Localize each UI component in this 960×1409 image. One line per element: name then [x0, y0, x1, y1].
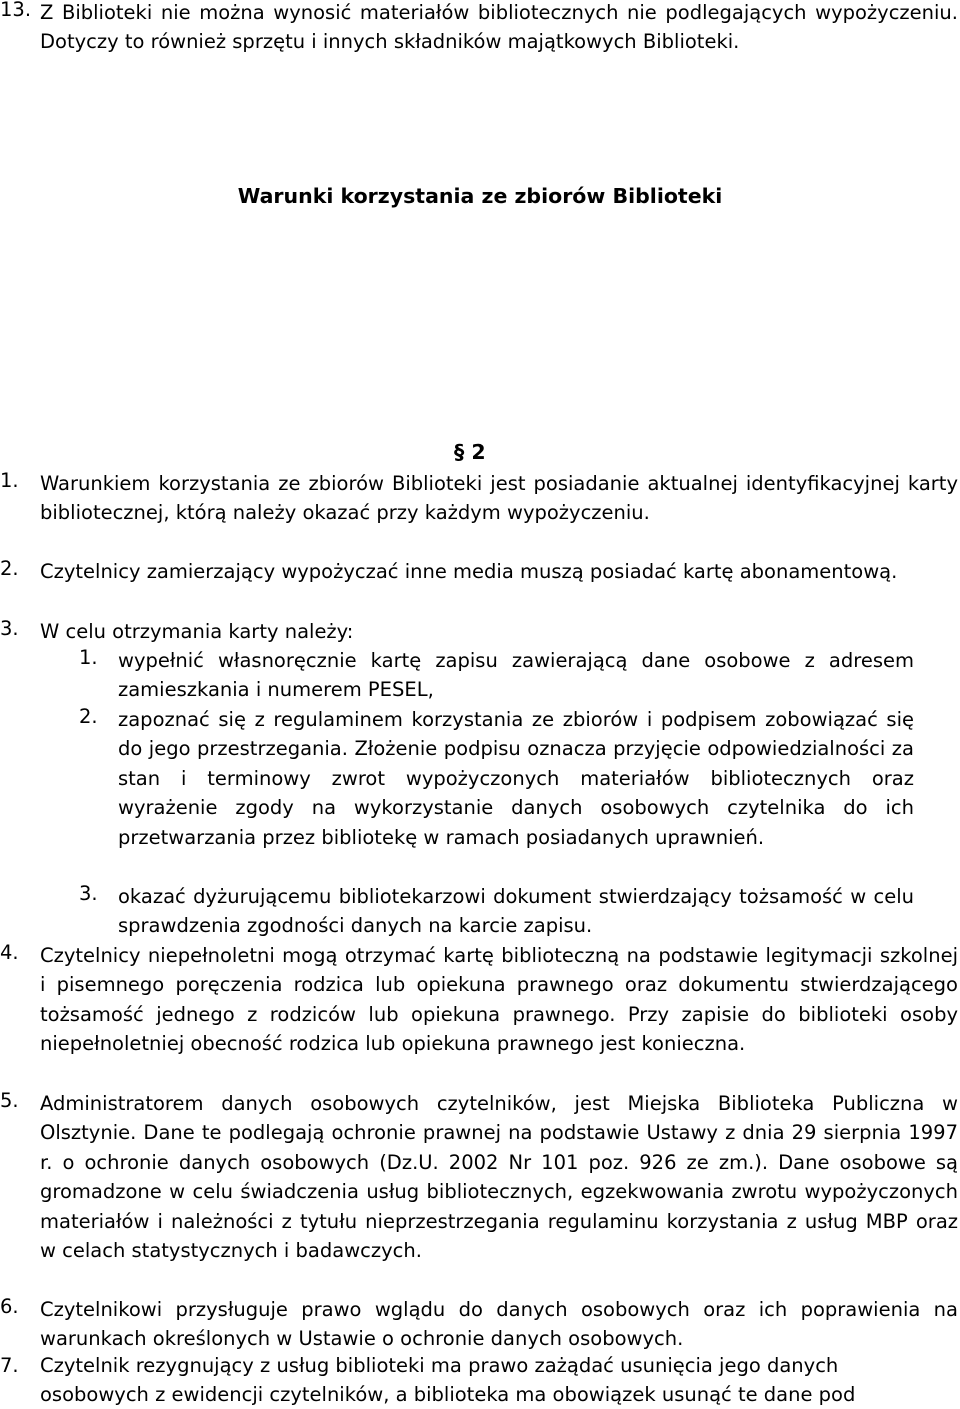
paragraph-number: 2. — [0, 557, 19, 580]
paragraph-number: 13. — [0, 0, 32, 21]
paragraph-text: Administratorem danych osobowych czytelników, jest Miejska Biblioteka Publiczna w Olsztynie. Dane te podlegają ochronie prawnej na podstawie Ustawy z dnia 29 sierpnia 1997 r. o ochronie danych osobowych (Dz.U. 2002 Nr 101 poz. 926 ze zm.). Dane osobowe są gromadzone w celu świadczenia usług bibliotecznych, egzekwowania zwrotu wypożyczonych materiałów i należności z tytułu nieprzestrzegania regulaminu korzystania z usług MBP oraz w celach statystycznych i badawczych. — [40, 1092, 958, 1263]
subitem-text: wypełnić własnoręcznie kartę zapisu zawierającą dane osobowe z adresem zamieszkania i numerem PESEL, — [118, 649, 914, 702]
subitem-text: okazać dyżurującemu bibliotekarzowi dokument stwierdzający tożsamość w celu sprawdzenia zgodności danych na karcie zapisu. — [118, 885, 914, 938]
paragraph-number: 5. — [0, 1089, 19, 1112]
paragraph-text: Warunkiem korzystania ze zbiorów Biblioteki jest posiadanie aktualnej identyfikacyjnej karty bibliotecznej, którą należy okazać przy każdym wypożyczeniu. — [40, 472, 958, 525]
paragraph-text: Czytelnicy zamierzający wypożyczać inne media muszą posiadać kartę abonamentową. — [40, 560, 898, 583]
paragraph-line: Czytelnik rezygnujący z usług biblioteki ma prawo zażądać usunięcia jego danych — [40, 1354, 839, 1377]
paragraph-number: 3. — [0, 617, 19, 640]
paragraph-text: Z Biblioteki nie można wynosić materiałów bibliotecznych nie podlegających wypożyczeniu. Dotyczy to również sprzętu i innych składników majątkowych Biblioteki. — [40, 1, 958, 54]
paragraph-number: 7. — [0, 1354, 19, 1377]
subitem-text: zapoznać się z regulaminem korzystania ze zbiorów i podpisem zobowiązać się do jego przestrzegania. Złożenie podpisu oznacza przyjęcie odpowiedzialności za stan i terminowy zwrot wypożyczonych materiałów bibliotecznych oraz wyrażenie zgody na wykorzystanie danych osobowych czytelnika do ich przetwarzania przez bibliotekę w ramach posiadanych uprawnień. — [118, 708, 914, 849]
paragraph-number: 4. — [0, 941, 19, 964]
paragraph-text: Czytelnikowi przysługuje prawo wglądu do danych osobowych oraz ich poprawienia na warunkach określonych w Ustawie o ochronie danych osobowych. — [40, 1298, 958, 1351]
subitem-number: 2. — [79, 705, 98, 728]
paragraph-text: W celu otrzymania karty należy: — [40, 620, 354, 643]
section-heading: Warunki korzystania ze zbiorów Biblioteki — [237, 184, 723, 208]
paragraph-text: Czytelnicy niepełnoletni mogą otrzymać kartę biblioteczną na podstawie legitymacji szkolnej i pisemnego poręczenia rodzica lub opiekuna prawnego oraz dokumentu stwierdzającego tożsamość jednego z rodziców lub opiekuna prawnego. Przy zapisie do biblioteki osoby niepełnoletniej obecność rodzica lub opiekuna prawnego jest konieczna. — [40, 944, 958, 1056]
paragraph-number: 6. — [0, 1295, 19, 1318]
subitem-number: 3. — [79, 882, 98, 905]
paragraph-number: 1. — [0, 469, 19, 492]
section-number: § 2 — [454, 440, 486, 464]
paragraph-line: osobowych z ewidencji czytelników, a biblioteka ma obowiązek usunąć te dane pod — [40, 1383, 856, 1406]
subitem-number: 1. — [79, 646, 98, 669]
